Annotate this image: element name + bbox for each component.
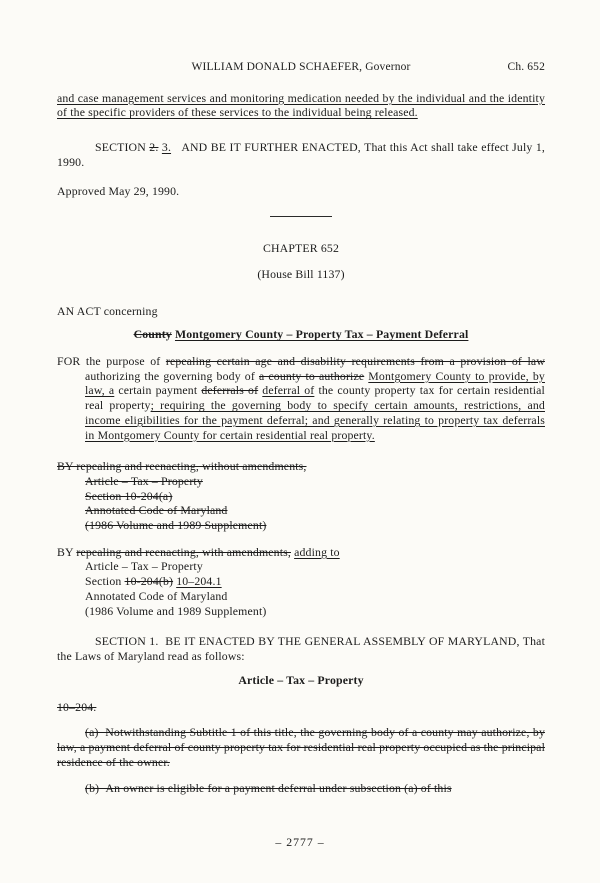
by-clause-volume-line: (1986 Volume and 1989 Supplement)	[85, 603, 267, 618]
approved-line: Approved May 29, 1990.	[57, 183, 180, 198]
by-clause-volume-line: (1986 Volume and 1989 Supplement)	[85, 518, 267, 533]
act-title: County Montgomery County – Property Tax – Payment Deferral	[133, 327, 469, 342]
for-purpose-paragraph: FOR the purpose of repealing certain age and disability requirements from a provision of law authorizing the governing body of a county to authorize Montgomery County to provide, by law, a certain payment deferrals of deferral of the county property tax for certain residential real property; requiring the governing body to specify certain amounts, restrictions, and income eligibilities for the payment deferral; and generally relating to property tax deferrals in Montgomery County for certain residential real property.	[57, 354, 545, 442]
section-divider	[270, 216, 332, 217]
stricken-paragraph-b: (b) An owner is eligible for a payment deferral under subsection (a) of this	[85, 781, 452, 796]
section-3-paragraph: SECTION 2. 3. AND BE IT FURTHER ENACTED, That this Act shall take effect July 1, 1990.	[57, 140, 546, 169]
running-head-governor: WILLIAM DONALD SCHAEFER, Governor	[191, 61, 411, 73]
chapter-heading: CHAPTER 652	[262, 241, 340, 256]
article-heading: Article – Tax – Property	[238, 672, 364, 687]
by-clause-code-line: Annotated Code of Maryland	[85, 503, 228, 518]
by-clause-without-amendments	[57, 459, 545, 533]
by-clause-article-line: Article – Tax – Property	[85, 473, 203, 488]
stricken-section-number: 10–204.	[57, 700, 97, 715]
by-clause-with-amendments	[57, 545, 545, 619]
page-header	[57, 60, 545, 75]
carryover-paragraph: and case management services and monitoring medication needed by the individual and the identity of the specific providers of these services to the individual being released.	[57, 90, 545, 120]
by-clause-line: BY repealing and reenacting, without amendments,	[57, 459, 307, 474]
stricken-paragraph-a: (a) Notwithstanding Subtitle 1 of this title, the governing body of a county may authorize, by law, a payment deferral of county property tax for residential real property occupied as the principal residence of the owner.	[57, 725, 545, 769]
by-clause-article-line: Article – Tax – Property	[85, 559, 203, 574]
section-1-paragraph: SECTION 1. BE IT ENACTED BY THE GENERAL ASSEMBLY OF MARYLAND, That the Laws of Maryland read as follows:	[57, 634, 545, 663]
by-clause-code-line: Annotated Code of Maryland	[85, 588, 228, 603]
page-number: – 2777 –	[275, 835, 325, 850]
by-clause-section-line: Section 10-204(b) 10–204.1	[85, 574, 222, 589]
an-act-concerning-line: AN ACT concerning	[57, 303, 158, 318]
by-clause-section-line: Section 10-204(a)	[85, 488, 173, 503]
running-head-chapter: Ch. 652	[507, 61, 545, 73]
house-bill-heading: (House Bill 1137)	[257, 266, 345, 281]
by-clause-line: BY repealing and reenacting, with amendments, adding to	[57, 544, 340, 559]
